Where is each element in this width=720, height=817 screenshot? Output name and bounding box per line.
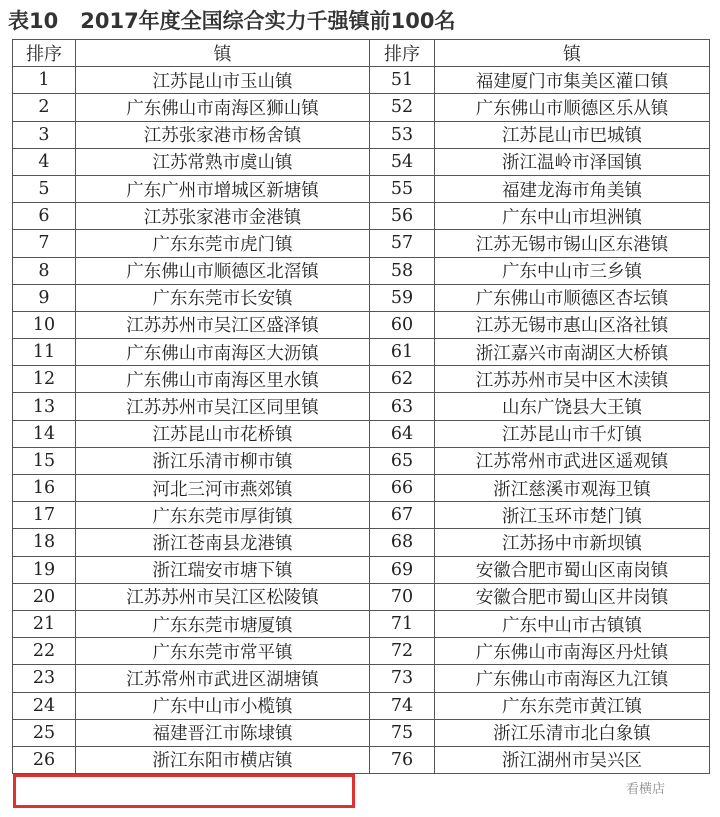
town-left-cell: 江苏张家港市金港镇	[76, 203, 370, 230]
town-right-cell: 安徽合肥市蜀山区井岗镇	[435, 583, 710, 610]
town-left-cell: 福建晋江市陈埭镇	[76, 719, 370, 746]
town-left-cell: 江苏苏州市吴江区盛泽镇	[76, 311, 370, 338]
table-row	[13, 230, 710, 257]
rank-right-cell: 72	[370, 638, 435, 665]
rank-left-cell: 16	[13, 475, 76, 502]
town-right-cell: 浙江温岭市泽国镇	[435, 148, 710, 175]
table-row	[13, 94, 710, 121]
table-row	[13, 475, 710, 502]
town-left-cell: 广东佛山市南海区里水镇	[76, 366, 370, 393]
header-town-left: 镇	[76, 40, 370, 67]
rank-right-cell: 73	[370, 665, 435, 692]
town-left-cell: 浙江瑞安市塘下镇	[76, 556, 370, 583]
town-right-cell: 广东中山市三乡镇	[435, 257, 710, 284]
town-right-cell: 浙江嘉兴市南湖区大桥镇	[435, 339, 710, 366]
table-row	[13, 692, 710, 719]
header-rank-left: 排序	[13, 40, 76, 67]
rank-right-cell: 56	[370, 203, 435, 230]
table-row	[13, 121, 710, 148]
town-right-cell: 江苏无锡市惠山区洛社镇	[435, 311, 710, 338]
rank-left-cell: 19	[13, 556, 76, 583]
table-row	[13, 746, 710, 773]
rank-right-cell: 76	[370, 746, 435, 773]
town-right-cell: 江苏无锡市锡山区东港镇	[435, 230, 710, 257]
rank-right-cell: 66	[370, 475, 435, 502]
rank-left-cell: 23	[13, 665, 76, 692]
rank-left-cell: 12	[13, 366, 76, 393]
header-row	[13, 40, 710, 67]
rank-right-cell: 64	[370, 420, 435, 447]
town-left-cell: 江苏张家港市杨舍镇	[76, 121, 370, 148]
rank-left-cell: 10	[13, 311, 76, 338]
rank-right-cell: 55	[370, 175, 435, 202]
table-row	[13, 67, 710, 94]
town-right-cell: 浙江慈溪市观海卫镇	[435, 475, 710, 502]
rank-left-cell: 4	[13, 148, 76, 175]
rank-left-cell: 13	[13, 393, 76, 420]
table-row	[13, 420, 710, 447]
rank-right-cell: 58	[370, 257, 435, 284]
town-right-cell: 浙江湖州市吴兴区	[435, 746, 710, 773]
header-town-right: 镇	[435, 40, 710, 67]
rank-right-cell: 71	[370, 610, 435, 637]
town-right-cell: 广东中山市古镇镇	[435, 610, 710, 637]
rank-left-cell: 5	[13, 175, 76, 202]
town-left-cell: 河北三河市燕郊镇	[76, 475, 370, 502]
rank-left-cell: 3	[13, 121, 76, 148]
rank-right-cell: 67	[370, 502, 435, 529]
rank-left-cell: 14	[13, 420, 76, 447]
town-left-cell: 广东佛山市南海区狮山镇	[76, 94, 370, 121]
town-left-cell: 江苏昆山市花桥镇	[76, 420, 370, 447]
table-row	[13, 610, 710, 637]
table-title-text: 2017年度全国综合实力千强镇前100名	[80, 9, 456, 33]
rank-left-cell: 7	[13, 230, 76, 257]
rank-right-cell: 54	[370, 148, 435, 175]
table-row	[13, 638, 710, 665]
rank-left-cell: 1	[13, 67, 76, 94]
watermark: 看横店	[626, 782, 666, 797]
table-row	[13, 502, 710, 529]
rank-left-cell: 22	[13, 638, 76, 665]
rank-right-cell: 59	[370, 284, 435, 311]
table-row	[13, 665, 710, 692]
town-right-cell: 广东中山市坦洲镇	[435, 203, 710, 230]
town-right-cell: 江苏苏州市吴中区木渎镇	[435, 366, 710, 393]
rank-left-cell: 17	[13, 502, 76, 529]
table-row	[13, 366, 710, 393]
rank-right-cell: 69	[370, 556, 435, 583]
town-right-cell: 广东佛山市顺德区乐从镇	[435, 94, 710, 121]
town-left-cell: 广东佛山市顺德区北滘镇	[76, 257, 370, 284]
town-right-cell: 山东广饶县大王镇	[435, 393, 710, 420]
town-left-cell: 广东中山市小榄镇	[76, 692, 370, 719]
town-left-cell: 江苏苏州市吴江区松陵镇	[76, 583, 370, 610]
rank-right-cell: 51	[370, 67, 435, 94]
rank-right-cell: 60	[370, 311, 435, 338]
rank-left-cell: 26	[13, 746, 76, 773]
table-row	[13, 529, 710, 556]
town-left-cell: 广东广州市增城区新塘镇	[76, 175, 370, 202]
town-left-cell: 广东佛山市南海区大沥镇	[76, 339, 370, 366]
table-row	[13, 339, 710, 366]
table-row	[13, 203, 710, 230]
rank-left-cell: 2	[13, 94, 76, 121]
rank-left-cell: 9	[13, 284, 76, 311]
rank-right-cell: 70	[370, 583, 435, 610]
town-right-cell: 广东东莞市黄江镇	[435, 692, 710, 719]
table-title	[8, 4, 456, 38]
rank-left-cell: 18	[13, 529, 76, 556]
table-row	[13, 257, 710, 284]
rank-right-cell: 62	[370, 366, 435, 393]
rank-right-cell: 63	[370, 393, 435, 420]
table-row	[13, 719, 710, 746]
table-number: 表10	[8, 9, 59, 33]
table-row	[13, 447, 710, 474]
rank-left-cell: 8	[13, 257, 76, 284]
rank-right-cell: 65	[370, 447, 435, 474]
town-left-cell: 江苏昆山市玉山镇	[76, 67, 370, 94]
town-left-cell: 广东东莞市长安镇	[76, 284, 370, 311]
town-right-cell: 江苏昆山市千灯镇	[435, 420, 710, 447]
town-right-cell: 福建龙海市角美镇	[435, 175, 710, 202]
town-right-cell: 广东佛山市南海区九江镇	[435, 665, 710, 692]
town-left-cell: 广东东莞市塘厦镇	[76, 610, 370, 637]
table-row	[13, 556, 710, 583]
town-left-cell: 广东东莞市虎门镇	[76, 230, 370, 257]
town-right-cell: 浙江玉环市楚门镇	[435, 502, 710, 529]
rank-right-cell: 52	[370, 94, 435, 121]
rank-right-cell: 57	[370, 230, 435, 257]
table-row	[13, 175, 710, 202]
header-rank-right: 排序	[370, 40, 435, 67]
table-row	[13, 148, 710, 175]
rank-left-cell: 21	[13, 610, 76, 637]
rank-left-cell: 15	[13, 447, 76, 474]
town-right-cell: 江苏扬中市新坝镇	[435, 529, 710, 556]
town-right-cell: 广东佛山市南海区丹灶镇	[435, 638, 710, 665]
town-left-cell: 江苏常熟市虞山镇	[76, 148, 370, 175]
table-row	[13, 583, 710, 610]
town-left-cell: 浙江乐清市柳市镇	[76, 447, 370, 474]
town-left-cell: 浙江苍南县龙港镇	[76, 529, 370, 556]
rank-table	[12, 39, 710, 774]
town-left-cell: 广东东莞市厚街镇	[76, 502, 370, 529]
town-right-cell: 江苏昆山市巴城镇	[435, 121, 710, 148]
table-row	[13, 311, 710, 338]
town-right-cell: 安徽合肥市蜀山区南岗镇	[435, 556, 710, 583]
town-left-cell: 江苏常州市武进区湖塘镇	[76, 665, 370, 692]
table-row	[13, 284, 710, 311]
town-left-cell: 广东东莞市常平镇	[76, 638, 370, 665]
town-right-cell: 广东佛山市顺德区杏坛镇	[435, 284, 710, 311]
rank-right-cell: 75	[370, 719, 435, 746]
town-left-cell: 江苏苏州市吴江区同里镇	[76, 393, 370, 420]
rank-right-cell: 53	[370, 121, 435, 148]
town-right-cell: 江苏常州市武进区遥观镇	[435, 447, 710, 474]
rank-right-cell: 74	[370, 692, 435, 719]
rank-left-cell: 24	[13, 692, 76, 719]
rank-right-cell: 61	[370, 339, 435, 366]
rank-left-cell: 6	[13, 203, 76, 230]
rank-left-cell: 11	[13, 339, 76, 366]
town-left-cell: 浙江东阳市横店镇	[76, 746, 370, 773]
rank-left-cell: 25	[13, 719, 76, 746]
rank-right-cell: 68	[370, 529, 435, 556]
town-right-cell: 福建厦门市集美区灌口镇	[435, 67, 710, 94]
rank-left-cell: 20	[13, 583, 76, 610]
table-row	[13, 393, 710, 420]
town-right-cell: 浙江乐清市北白象镇	[435, 719, 710, 746]
highlight-box	[13, 774, 355, 808]
